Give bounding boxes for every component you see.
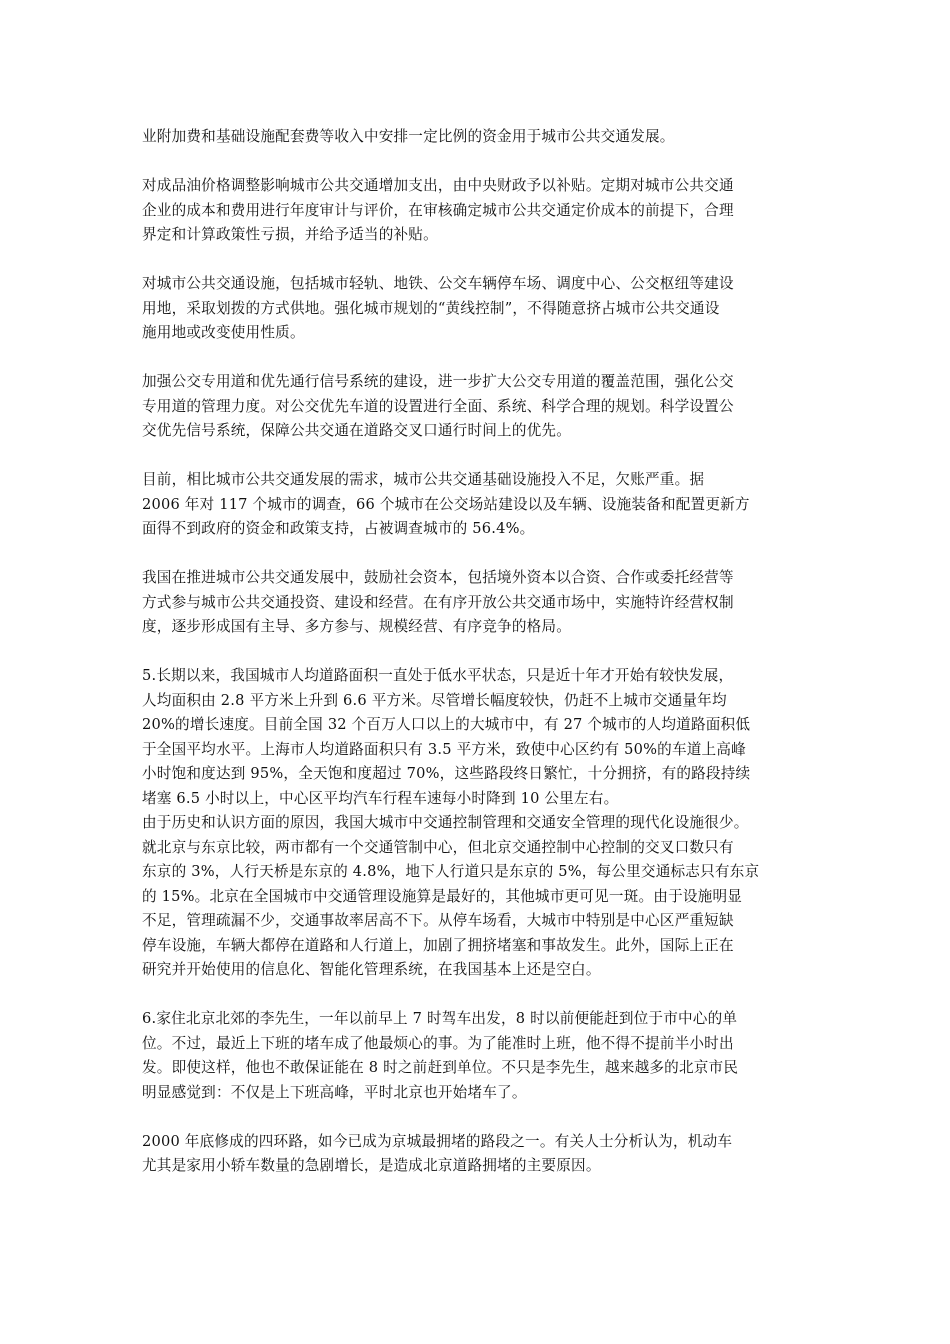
paragraph: 5.长期以来，我国城市人均道路面积一直处于低水平状态，只是近十年才开始有较快发展， 人均面积由 2.8 平方米上升到 6.6 平方米。尽管增长幅度较快，仍赶不上城市交通量年均 20%的增长速度。目前全国 32 个百万人口以上的大城市中，有 27 个城市的人均道路面积低 于全国平均水平。上海市人均道路面积只有 3.5 平方米，致使中心区约有 50%的车道上高峰 小时饱和度达到 95%，全天饱和度超过 70%，这些路段终日繁忙，十分拥挤，有的路段持续 堵塞 6.5 小时以上，中心区平均汽车行程车速每小时降到 10 公里左右。 — [142, 667, 751, 807]
paragraph: 2000 年底修成的四环路，如今已成为京城最拥堵的路段之一。有关人士分析认为，机动车 尤其是家用小轿车数量的急剧增长，是造成北京道路拥堵的主要原因。 — [142, 1132, 733, 1174]
paragraph: 加强公交专用道和优先通行信号系统的建设，进一步扩大公交专用道的覆盖范围，强化公交 专用道的管理力度。对公交优先车道的设置进行全面、系统、科学合理的规划。科学设置公 交优先信号系统，保障公共交通在道路交叉口通行时间上的优先。 — [142, 373, 734, 439]
paragraph: 对城市公共交通设施，包括城市轻轨、地铁、公交车辆停车场、调度中心、公交枢纽等建设 用地，采取划拨的方式供地。强化城市规划的“黄线控制”，不得随意挤占城市公共交通设 施用地或改变使用性质。 — [142, 275, 734, 341]
paragraph: 目前，相比城市公共交通发展的需求，城市公共交通基础设施投入不足，欠账严重。据 2006 年对 117 个城市的调查，66 个城市在公交场站建设以及车辆、设施装备和配置更新方 面得不到政府的资金和政策支持，占被调查城市的 56.4%。 — [142, 471, 750, 537]
paragraph: 对成品油价格调整影响城市公共交通增加支出，由中央财政予以补贴。定期对城市公共交通 企业的成本和费用进行年度审计与评价，在审核确定城市公共交通定价成本的前提下，合理 界定和计算政策性亏损，并给予适当的补贴。 — [142, 177, 734, 243]
paragraph: 6.家住北京北郊的李先生，一年以前早上 7 时驾车出发，8 时以前便能赶到位于市中心的单 位。不过，最近上下班的堵车成了他最烦心的事。为了能准时上班，他不得不提前半小时出 发。即使这样，他也不敢保证能在 8 时之前赶到单位。不只是李先生，越来越多的北京市民 明显感觉到：不仅是上下班高峰，平时北京也开始堵车了。 — [142, 1010, 739, 1101]
document-body — [142, 125, 822, 1203]
paragraph: 由于历史和认识方面的原因，我国大城市中交通控制管理和交通安全管理的现代化设施很少。 就北京与东京比较，两市都有一个交通管制中心，但北京交通控制中心控制的交叉口数只有 东京的 3%，人行天桥是东京的 4.8%，地下人行道只是东京的 5%，每公里交通标志只有东京 的 15%。北京在全国城市中交通管理设施算是最好的，其他城市更可见一斑。由于设施明显 不足，管理疏漏不少，交通事故率居高不下。从停车场看，大城市中特别是中心区严重短缺 停车设施，车辆大都停在道路和人行道上，加剧了拥挤堵塞和事故发生。此外，国际上正在 研究并开始使用的信息化、智能化管理系统，在我国基本上还是空白。 — [142, 814, 760, 978]
paragraph: 我国在推进城市公共交通发展中，鼓励社会资本，包括境外资本以合资、合作或委托经营等 方式参与城市公共交通投资、建设和经营。在有序开放公共交通市场中，实施特许经营权制 度，逐步形成国有主导、多方参与、规模经营、有序竞争的格局。 — [142, 569, 734, 635]
paragraph: 业附加费和基础设施配套费等收入中安排一定比例的资金用于城市公共交通发展。 — [142, 128, 675, 145]
